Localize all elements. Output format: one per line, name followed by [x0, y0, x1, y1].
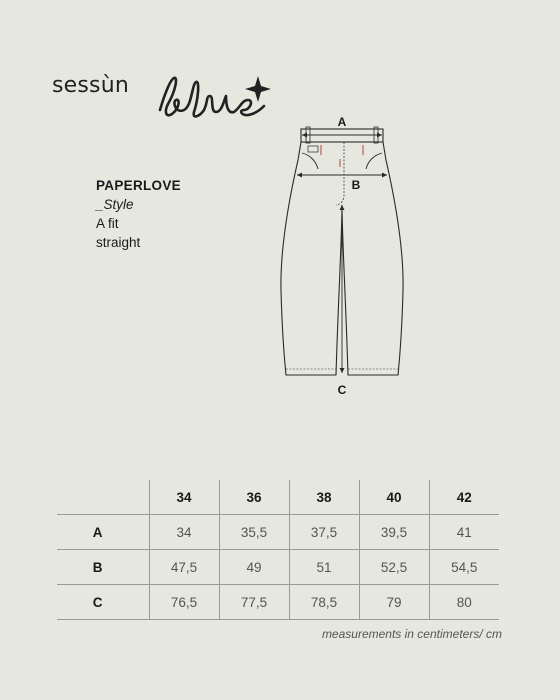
brand-wordmark: sessùn — [52, 73, 130, 98]
table-cell: 37,5 — [289, 515, 359, 550]
size-header: 34 — [149, 480, 219, 515]
table-cell: 49 — [219, 550, 289, 585]
table-cell: 79 — [359, 585, 429, 620]
table-cell: 54,5 — [429, 550, 499, 585]
table-cell: 34 — [149, 515, 219, 550]
table-cell: 35,5 — [219, 515, 289, 550]
measurement-note: measurements in centimeters/ cm — [321, 627, 502, 641]
label-b: B — [351, 178, 361, 192]
style-fit: A fit — [96, 216, 119, 231]
table-header-row — [57, 480, 499, 515]
style-info — [96, 176, 181, 252]
table-row — [57, 585, 499, 620]
size-header: 40 — [359, 480, 429, 515]
size-chart-table — [57, 480, 499, 620]
jeans-diagram — [270, 105, 420, 405]
size-header: 42 — [429, 480, 499, 515]
table-corner-cell — [57, 480, 149, 515]
table-cell: 41 — [429, 515, 499, 550]
table-row — [57, 550, 499, 585]
row-label: A — [57, 515, 149, 550]
label-c: C — [337, 383, 347, 397]
table-cell: 80 — [429, 585, 499, 620]
table-row — [57, 515, 499, 550]
style-label: _Style — [96, 197, 134, 212]
size-header: 38 — [289, 480, 359, 515]
row-label: B — [57, 550, 149, 585]
size-header: 36 — [219, 480, 289, 515]
table-cell: 77,5 — [219, 585, 289, 620]
table-cell: 76,5 — [149, 585, 219, 620]
style-cut: straight — [96, 235, 141, 250]
label-a: A — [337, 115, 347, 129]
table-cell: 39,5 — [359, 515, 429, 550]
style-name: PAPERLOVE — [96, 178, 181, 193]
table-cell: 78,5 — [289, 585, 359, 620]
row-label: C — [57, 585, 149, 620]
table-cell: 47,5 — [149, 550, 219, 585]
blue-script-logo — [150, 34, 290, 124]
table-cell: 52,5 — [359, 550, 429, 585]
table-cell: 51 — [289, 550, 359, 585]
